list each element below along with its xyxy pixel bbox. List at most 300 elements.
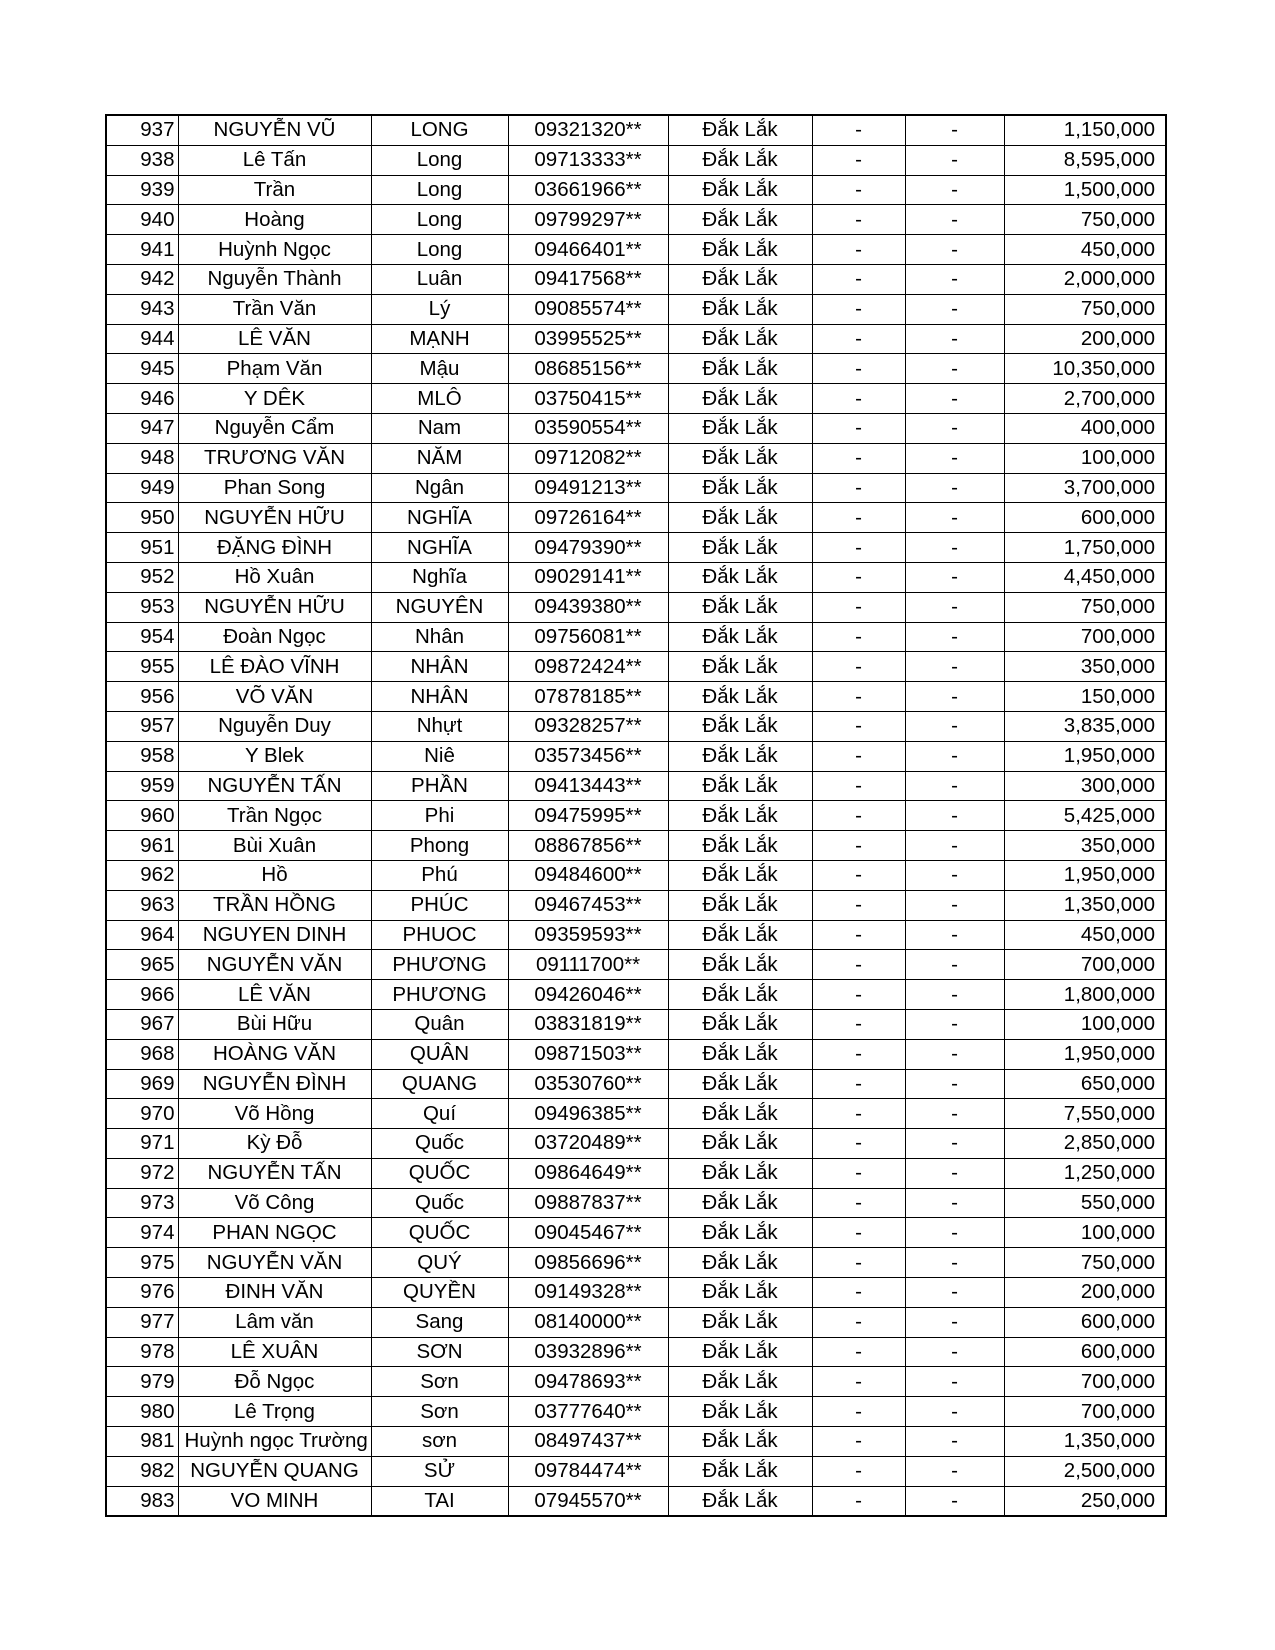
cell-row-number: 959 [106,771,178,801]
table-row [106,354,1166,384]
cell-surname-middle-name: Y Blek [178,741,371,771]
cell-amount: 1,750,000 [1004,533,1166,563]
cell-phone-number: 09799297** [508,205,668,235]
cell-amount: 100,000 [1004,1009,1166,1039]
cell-phone-number: 03530760** [508,1069,668,1099]
table-row [106,1337,1166,1367]
cell-phone-number: 09045467** [508,1218,668,1248]
cell-column-7: - [905,1486,1004,1516]
cell-column-6: - [812,1307,905,1337]
cell-row-number: 938 [106,145,178,175]
cell-province: Đắk Lắk [668,831,812,861]
cell-row-number: 956 [106,682,178,712]
cell-column-6: - [812,1278,905,1308]
cell-given-name: Long [371,235,508,265]
cell-column-7: - [905,384,1004,414]
cell-column-6: - [812,950,905,980]
cell-phone-number: 09426046** [508,980,668,1010]
cell-column-7: - [905,1456,1004,1486]
cell-phone-number: 09439380** [508,592,668,622]
cell-given-name: QUÂN [371,1039,508,1069]
cell-phone-number: 09359593** [508,920,668,950]
cell-row-number: 937 [106,115,178,145]
cell-column-7: - [905,264,1004,294]
table-row [106,890,1166,920]
cell-column-7: - [905,115,1004,145]
cell-given-name: Phong [371,831,508,861]
cell-province: Đắk Lắk [668,860,812,890]
cell-column-7: - [905,473,1004,503]
cell-surname-middle-name: Trần Ngọc [178,801,371,831]
cell-column-6: - [812,354,905,384]
table-row [106,1248,1166,1278]
cell-surname-middle-name: Võ Hồng [178,1099,371,1129]
table-row [106,1129,1166,1159]
cell-given-name: TAI [371,1486,508,1516]
cell-province: Đắk Lắk [668,1218,812,1248]
cell-phone-number: 09479390** [508,533,668,563]
cell-column-6: - [812,1248,905,1278]
cell-column-6: - [812,1486,905,1516]
cell-column-7: - [905,890,1004,920]
cell-column-7: - [905,562,1004,592]
cell-surname-middle-name: Bùi Hữu [178,1009,371,1039]
cell-row-number: 960 [106,801,178,831]
cell-phone-number: 09887837** [508,1188,668,1218]
table-row [106,503,1166,533]
cell-row-number: 955 [106,652,178,682]
table-row [106,920,1166,950]
cell-phone-number: 03720489** [508,1129,668,1159]
cell-column-6: - [812,682,905,712]
cell-column-6: - [812,890,905,920]
cell-column-6: - [812,1009,905,1039]
cell-row-number: 940 [106,205,178,235]
cell-surname-middle-name: Y DÊK [178,384,371,414]
table-row [106,1397,1166,1427]
cell-phone-number: 09871503** [508,1039,668,1069]
table-row [106,115,1166,145]
cell-province: Đắk Lắk [668,950,812,980]
cell-surname-middle-name: Hồ [178,860,371,890]
cell-phone-number: 03661966** [508,175,668,205]
cell-given-name: Quân [371,1009,508,1039]
cell-column-6: - [812,980,905,1010]
cell-given-name: Long [371,205,508,235]
table-row [106,1456,1166,1486]
cell-column-6: - [812,264,905,294]
cell-amount: 650,000 [1004,1069,1166,1099]
cell-phone-number: 09328257** [508,711,668,741]
cell-column-7: - [905,354,1004,384]
cell-phone-number: 08867856** [508,831,668,861]
cell-column-6: - [812,1188,905,1218]
cell-province: Đắk Lắk [668,652,812,682]
cell-column-6: - [812,175,905,205]
table-row [106,294,1166,324]
cell-column-6: - [812,1367,905,1397]
cell-amount: 2,700,000 [1004,384,1166,414]
cell-column-7: - [905,1307,1004,1337]
cell-province: Đắk Lắk [668,443,812,473]
cell-phone-number: 03831819** [508,1009,668,1039]
cell-row-number: 950 [106,503,178,533]
cell-column-7: - [905,771,1004,801]
cell-given-name: LONG [371,115,508,145]
table-row [106,562,1166,592]
cell-phone-number: 03590554** [508,413,668,443]
cell-row-number: 945 [106,354,178,384]
cell-surname-middle-name: Bùi Xuân [178,831,371,861]
cell-surname-middle-name: VÕ VĂN [178,682,371,712]
table-row [106,1367,1166,1397]
cell-given-name: sơn [371,1427,508,1457]
cell-column-6: - [812,324,905,354]
cell-phone-number: 09413443** [508,771,668,801]
cell-row-number: 967 [106,1009,178,1039]
table-row [106,1009,1166,1039]
cell-surname-middle-name: Hồ Xuân [178,562,371,592]
cell-given-name: NHÂN [371,652,508,682]
cell-row-number: 973 [106,1188,178,1218]
cell-amount: 4,450,000 [1004,562,1166,592]
cell-given-name: Nghĩa [371,562,508,592]
cell-province: Đắk Lắk [668,1367,812,1397]
cell-phone-number: 09756081** [508,622,668,652]
cell-surname-middle-name: Đỗ Ngọc [178,1367,371,1397]
cell-province: Đắk Lắk [668,354,812,384]
cell-surname-middle-name: Phạm Văn [178,354,371,384]
cell-surname-middle-name: NGUYEN DINH [178,920,371,950]
cell-row-number: 982 [106,1456,178,1486]
cell-row-number: 951 [106,533,178,563]
cell-given-name: Niê [371,741,508,771]
cell-province: Đắk Lắk [668,1188,812,1218]
cell-phone-number: 09496385** [508,1099,668,1129]
cell-surname-middle-name: Trần [178,175,371,205]
table-row [106,652,1166,682]
cell-column-6: - [812,533,905,563]
cell-column-6: - [812,1129,905,1159]
table-body [106,115,1166,1516]
cell-province: Đắk Lắk [668,741,812,771]
cell-column-6: - [812,1337,905,1367]
cell-province: Đắk Lắk [668,1307,812,1337]
cell-given-name: SƠN [371,1337,508,1367]
cell-given-name: Quốc [371,1129,508,1159]
cell-column-7: - [905,652,1004,682]
cell-amount: 1,350,000 [1004,890,1166,920]
cell-province: Đắk Lắk [668,622,812,652]
table-row [106,413,1166,443]
cell-amount: 100,000 [1004,443,1166,473]
cell-amount: 3,835,000 [1004,711,1166,741]
table-row [106,711,1166,741]
cell-column-7: - [905,1009,1004,1039]
cell-column-7: - [905,1427,1004,1457]
cell-row-number: 948 [106,443,178,473]
cell-phone-number: 07878185** [508,682,668,712]
cell-given-name: QUÝ [371,1248,508,1278]
table-row [106,533,1166,563]
cell-phone-number: 09713333** [508,145,668,175]
cell-given-name: NGHĨA [371,503,508,533]
cell-row-number: 947 [106,413,178,443]
cell-column-6: - [812,562,905,592]
cell-phone-number: 09417568** [508,264,668,294]
table-row [106,741,1166,771]
cell-column-6: - [812,443,905,473]
cell-row-number: 981 [106,1427,178,1457]
cell-surname-middle-name: Phan Song [178,473,371,503]
cell-given-name: Quí [371,1099,508,1129]
cell-province: Đắk Lắk [668,1129,812,1159]
cell-given-name: QUỐC [371,1218,508,1248]
cell-surname-middle-name: Trần Văn [178,294,371,324]
cell-surname-middle-name: LÊ ĐÀO VĨNH [178,652,371,682]
cell-amount: 1,150,000 [1004,115,1166,145]
cell-given-name: Phú [371,860,508,890]
cell-phone-number: 07945570** [508,1486,668,1516]
table-row [106,1069,1166,1099]
cell-row-number: 963 [106,890,178,920]
cell-surname-middle-name: NGUYỄN HỮU [178,592,371,622]
cell-amount: 700,000 [1004,950,1166,980]
cell-surname-middle-name: TRƯƠNG VĂN [178,443,371,473]
cell-province: Đắk Lắk [668,1039,812,1069]
donation-list-sheet [105,114,1165,1517]
cell-surname-middle-name: LÊ XUÂN [178,1337,371,1367]
cell-given-name: NĂM [371,443,508,473]
cell-amount: 100,000 [1004,1218,1166,1248]
cell-phone-number: 09478693** [508,1367,668,1397]
table-row [106,622,1166,652]
cell-province: Đắk Lắk [668,324,812,354]
cell-column-7: - [905,1367,1004,1397]
cell-phone-number: 09475995** [508,801,668,831]
cell-surname-middle-name: Lê Tấn [178,145,371,175]
cell-province: Đắk Lắk [668,1456,812,1486]
cell-phone-number: 08140000** [508,1307,668,1337]
cell-given-name: NHÂN [371,682,508,712]
cell-row-number: 968 [106,1039,178,1069]
cell-province: Đắk Lắk [668,771,812,801]
cell-province: Đắk Lắk [668,115,812,145]
cell-amount: 150,000 [1004,682,1166,712]
cell-province: Đắk Lắk [668,682,812,712]
cell-amount: 10,350,000 [1004,354,1166,384]
cell-province: Đắk Lắk [668,1158,812,1188]
cell-province: Đắk Lắk [668,503,812,533]
cell-row-number: 966 [106,980,178,1010]
cell-phone-number: 09856696** [508,1248,668,1278]
cell-province: Đắk Lắk [668,1278,812,1308]
table-row [106,443,1166,473]
cell-amount: 1,800,000 [1004,980,1166,1010]
cell-column-6: - [812,920,905,950]
table-row [106,1188,1166,1218]
cell-column-7: - [905,175,1004,205]
cell-column-7: - [905,1337,1004,1367]
cell-amount: 750,000 [1004,592,1166,622]
cell-amount: 5,425,000 [1004,801,1166,831]
cell-amount: 750,000 [1004,1248,1166,1278]
table-row [106,264,1166,294]
cell-amount: 3,700,000 [1004,473,1166,503]
table-row [106,1278,1166,1308]
cell-surname-middle-name: Lê Trọng [178,1397,371,1427]
cell-province: Đắk Lắk [668,890,812,920]
cell-row-number: 962 [106,860,178,890]
cell-column-6: - [812,503,905,533]
cell-column-7: - [905,1188,1004,1218]
cell-surname-middle-name: Nguyễn Cẩm [178,413,371,443]
cell-column-6: - [812,1456,905,1486]
cell-column-6: - [812,473,905,503]
cell-surname-middle-name: TRẦN HỒNG [178,890,371,920]
cell-province: Đắk Lắk [668,413,812,443]
cell-surname-middle-name: PHAN NGỌC [178,1218,371,1248]
cell-amount: 600,000 [1004,1337,1166,1367]
cell-column-7: - [905,503,1004,533]
cell-given-name: NGHĨA [371,533,508,563]
cell-row-number: 977 [106,1307,178,1337]
cell-given-name: Sơn [371,1397,508,1427]
table-row [106,801,1166,831]
cell-row-number: 969 [106,1069,178,1099]
cell-row-number: 943 [106,294,178,324]
cell-given-name: Luân [371,264,508,294]
cell-surname-middle-name: Nguyễn Thành [178,264,371,294]
cell-given-name: Nhân [371,622,508,652]
table-row [106,235,1166,265]
cell-phone-number: 09111700** [508,950,668,980]
cell-amount: 700,000 [1004,1397,1166,1427]
cell-amount: 700,000 [1004,1367,1166,1397]
table-row [106,175,1166,205]
cell-phone-number: 09484600** [508,860,668,890]
cell-given-name: NGUYÊN [371,592,508,622]
cell-column-7: - [905,980,1004,1010]
cell-given-name: Nam [371,413,508,443]
cell-column-6: - [812,1427,905,1457]
cell-amount: 350,000 [1004,831,1166,861]
table-row [106,384,1166,414]
cell-column-6: - [812,831,905,861]
table-row [106,1218,1166,1248]
cell-surname-middle-name: VO MINH [178,1486,371,1516]
cell-phone-number: 03750415** [508,384,668,414]
table-row [106,682,1166,712]
cell-amount: 8,595,000 [1004,145,1166,175]
cell-surname-middle-name: LÊ VĂN [178,324,371,354]
cell-row-number: 958 [106,741,178,771]
cell-column-7: - [905,1069,1004,1099]
cell-amount: 550,000 [1004,1188,1166,1218]
cell-row-number: 942 [106,264,178,294]
cell-column-6: - [812,235,905,265]
cell-column-7: - [905,1278,1004,1308]
cell-given-name: Ngân [371,473,508,503]
cell-surname-middle-name: Nguyễn Duy [178,711,371,741]
table-row [106,950,1166,980]
table-row [106,145,1166,175]
table-row [106,1427,1166,1457]
cell-column-6: - [812,771,905,801]
cell-column-7: - [905,1397,1004,1427]
cell-province: Đắk Lắk [668,175,812,205]
table-row [106,831,1166,861]
cell-row-number: 976 [106,1278,178,1308]
table-row [106,1307,1166,1337]
cell-row-number: 965 [106,950,178,980]
cell-amount: 400,000 [1004,413,1166,443]
table-row [106,860,1166,890]
cell-province: Đắk Lắk [668,205,812,235]
cell-given-name: Long [371,175,508,205]
cell-province: Đắk Lắk [668,1486,812,1516]
cell-given-name: MLÔ [371,384,508,414]
cell-province: Đắk Lắk [668,1337,812,1367]
cell-province: Đắk Lắk [668,264,812,294]
cell-given-name: Sơn [371,1367,508,1397]
cell-column-6: - [812,592,905,622]
cell-given-name: Nhựt [371,711,508,741]
table-row [106,324,1166,354]
cell-column-7: - [905,324,1004,354]
cell-column-7: - [905,682,1004,712]
cell-phone-number: 09466401** [508,235,668,265]
cell-province: Đắk Lắk [668,294,812,324]
cell-province: Đắk Lắk [668,801,812,831]
cell-row-number: 944 [106,324,178,354]
cell-phone-number: 09872424** [508,652,668,682]
cell-surname-middle-name: Huỳnh ngọc Trường [178,1427,371,1457]
cell-column-7: - [905,741,1004,771]
cell-column-7: - [905,235,1004,265]
cell-column-7: - [905,622,1004,652]
cell-phone-number: 09784474** [508,1456,668,1486]
cell-given-name: PHÚC [371,890,508,920]
cell-surname-middle-name: NGUYỄN TẤN [178,771,371,801]
cell-phone-number: 09029141** [508,562,668,592]
cell-phone-number: 09321320** [508,115,668,145]
cell-column-6: - [812,622,905,652]
cell-column-7: - [905,831,1004,861]
cell-column-6: - [812,801,905,831]
cell-surname-middle-name: NGUYỄN VŨ [178,115,371,145]
cell-row-number: 972 [106,1158,178,1188]
cell-amount: 700,000 [1004,622,1166,652]
cell-amount: 450,000 [1004,920,1166,950]
cell-column-6: - [812,860,905,890]
cell-phone-number: 09712082** [508,443,668,473]
cell-row-number: 974 [106,1218,178,1248]
cell-column-6: - [812,145,905,175]
table-row [106,980,1166,1010]
cell-province: Đắk Lắk [668,1397,812,1427]
cell-column-6: - [812,1218,905,1248]
cell-column-6: - [812,384,905,414]
cell-column-7: - [905,145,1004,175]
cell-surname-middle-name: NGUYỄN VĂN [178,950,371,980]
cell-column-7: - [905,920,1004,950]
cell-amount: 600,000 [1004,1307,1166,1337]
table-row [106,1039,1166,1069]
cell-given-name: QUYỀN [371,1278,508,1308]
cell-surname-middle-name: NGUYỄN HỮU [178,503,371,533]
cell-phone-number: 03995525** [508,324,668,354]
